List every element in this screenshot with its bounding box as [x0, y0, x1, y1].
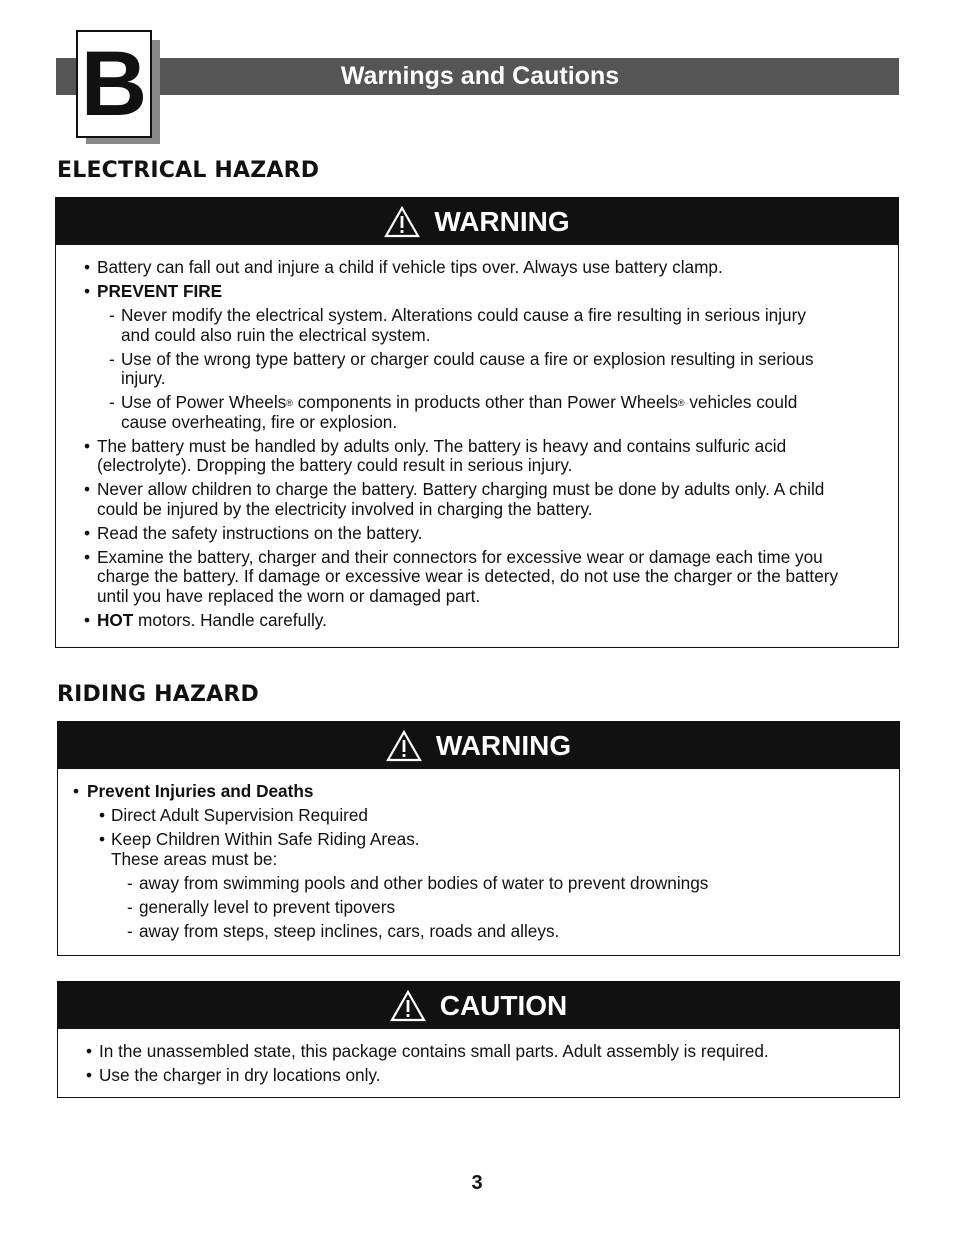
list-item: • Examine the battery, charger and their connectors for excessive wear or damage each time you charge the battery. If damage or excessive wear is detected, do not use the charger or the battery until you have replaced the worn or damaged part. — [84, 546, 839, 606]
list-sub-item: - Use of Power Wheels® components in products other than Power Wheels® vehicles could cause overheating, fire or explosion. — [109, 392, 798, 432]
list-item: • PREVENT FIRE — [84, 281, 223, 301]
list-sub-item: • Keep Children Within Safe Riding Areas. These areas must be: — [99, 829, 420, 869]
list-sub-item: - generally level to prevent tipovers — [127, 896, 396, 917]
page-title: Warnings and Cautions — [340, 62, 620, 90]
electrical-warning-body — [56, 245, 898, 630]
page-number: 3 — [471, 1172, 483, 1194]
registered-mark: ® — [677, 398, 685, 408]
electrical-warning-panel — [55, 197, 899, 648]
warning-triangle-icon — [386, 730, 422, 762]
electrical-warning-header — [56, 198, 898, 245]
list-item: • Never allow children to charge the battery. Battery charging must be done by adults only. A child could be injured by the electricity involved in charging the battery. — [84, 479, 825, 519]
riding-warning-header — [58, 722, 899, 769]
warning-label: WARNING — [435, 729, 572, 761]
list-sub-item: - away from swimming pools and other bodies of water to prevent drownings — [127, 872, 709, 893]
list-item: • Use the charger in dry locations only. — [86, 1065, 381, 1085]
caution-panel — [57, 981, 900, 1098]
caution-label: CAUTION — [439, 989, 568, 1021]
electrical-hazard-heading: ELECTRICAL HAZARD — [57, 158, 320, 183]
list-item: • HOT motors. Handle carefully. — [84, 609, 327, 630]
section-letter: B — [76, 30, 152, 138]
warning-triangle-icon — [384, 206, 420, 238]
riding-hazard-heading: RIDING HAZARD — [57, 682, 259, 707]
hot-label: HOT — [97, 609, 134, 630]
list-item: • In the unassembled state, this package contains small parts. Adult assembly is required. — [86, 1041, 769, 1061]
list-item: • Battery can fall out and injure a child if vehicle tips over. Always use battery clamp. — [84, 257, 723, 277]
riding-warning-panel — [57, 721, 900, 956]
warning-triangle-icon — [390, 990, 426, 1022]
caution-body — [58, 1029, 899, 1086]
list-item: • Prevent Injuries and Deaths — [73, 781, 314, 801]
prevent-fire-label: PREVENT FIRE — [97, 281, 223, 301]
list-sub-item: - Use of the wrong type battery or charger could cause a fire or explosion resulting in serious injury. — [109, 348, 814, 388]
list-sub-item: - away from steps, steep inclines, cars, roads and alleys. — [127, 920, 560, 941]
warning-label: WARNING — [434, 205, 570, 237]
list-sub-item: - Never modify the electrical system. Alterations could cause a fire resulting in serious injury and could also ruin the electrical system. — [109, 305, 806, 345]
registered-mark: ® — [286, 398, 293, 408]
list-item: • The battery must be handled by adults only. The battery is heavy and contains sulfuric acid (electrolyte). Dropping the battery could result in serious injury. — [84, 435, 787, 475]
list-item: • Read the safety instructions on the battery. — [84, 522, 423, 543]
list-sub-item: • Direct Adult Supervision Required — [99, 805, 368, 825]
riding-warning-body — [58, 769, 899, 941]
caution-header — [58, 982, 899, 1029]
